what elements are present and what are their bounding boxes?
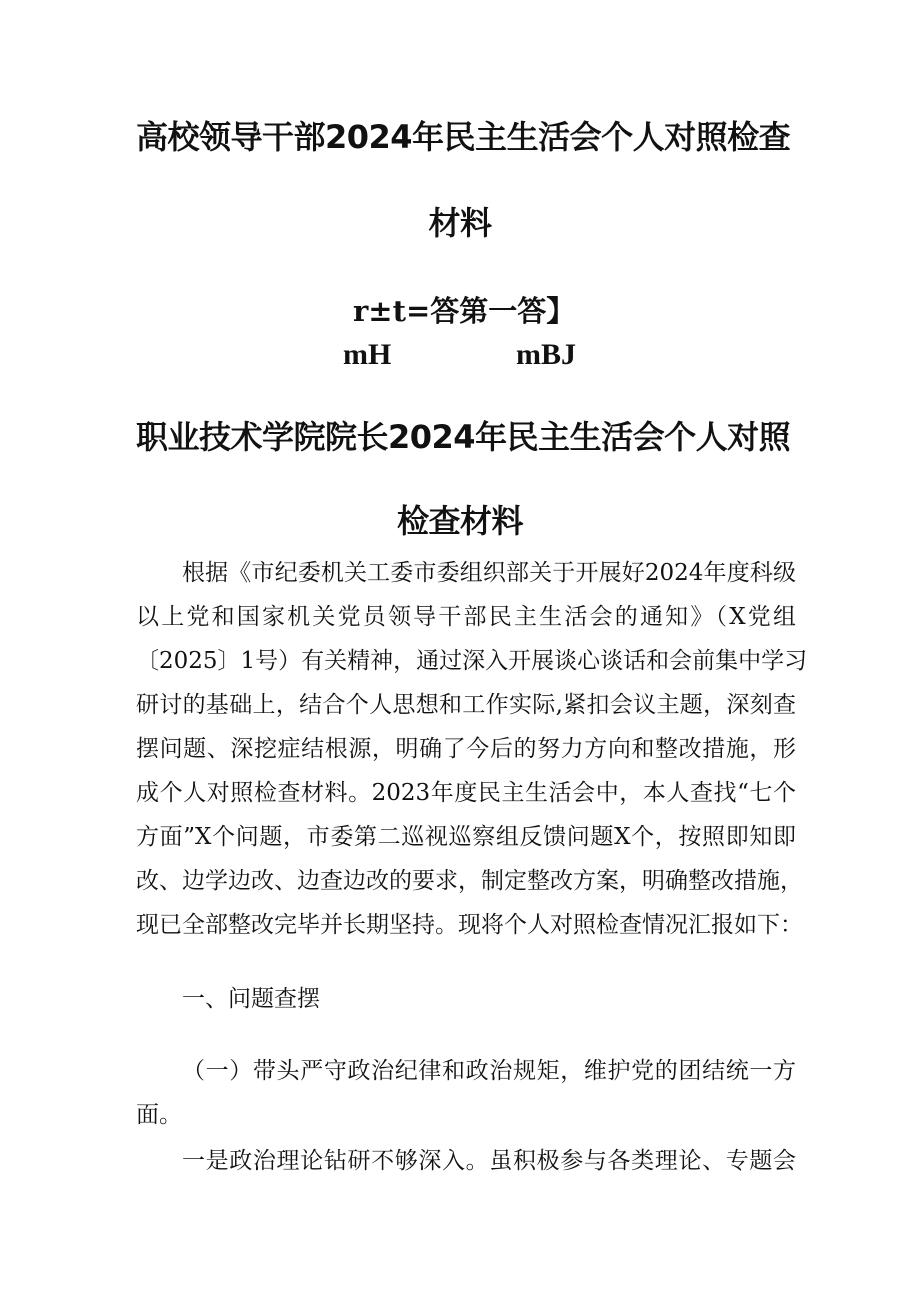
body-paragraph-line: 根据《市纪委机关工委市委组织部关于开展好2024年度科级 [182,560,796,586]
subsection-heading-line: （一）带头严守政治纪律和政治规矩，维护党的团结统一方 [182,1058,796,1084]
body-paragraph-line: 摆问题、深挖症结根源，明确了今后的努力方向和整改措施，形 [136,736,796,762]
body-paragraph-line: 〔2025〕1号）有关精神，通过深入开展谈心谈话和会前集中学习 [136,648,808,674]
subsection-heading-line: 面。 [136,1102,182,1128]
body-paragraph-line: 成个人对照检查材料。2023年度民主生活会中，本人查找“七个 [136,780,796,806]
body-paragraph-line: 方面”X个问题，市委第二巡视巡察组反馈问题X个，按照即知即 [136,824,796,850]
document-subtitle-line-2: 检查材料 [396,502,523,540]
body-paragraph-line: 一是政治理论钻研不够深入。虽积极参与各类理论、专题会 [182,1148,796,1174]
section-heading: 一、问题查摆 [182,986,320,1012]
body-paragraph-line: 以上党和国家机关党员领导干部民主生活会的通知》（X党组 [136,604,796,630]
document-title-line-1: 高校领导干部2024年民主生活会个人对照检查 [136,118,791,156]
document-subtitle-line-1: 职业技术学院院长2024年民主生活会个人对照 [136,418,791,456]
garbled-text-right: mBJ [516,338,576,371]
garbled-text-left: mH [343,338,392,371]
garbled-text-line-1: r±t=答第一答】 [353,294,576,328]
document-title-line-2: 材料 [428,204,492,242]
body-paragraph-line: 现已全部整改完毕并长期坚持。现将个人对照检查情况汇报如下： [136,912,803,938]
body-paragraph-line: 研讨的基础上，结合个人思想和工作实际,紧扣会议主题，深刻查 [136,692,796,718]
body-paragraph-line: 改、边学边改、边查边改的要求，制定整改方案，明确整改措施， [136,868,803,894]
